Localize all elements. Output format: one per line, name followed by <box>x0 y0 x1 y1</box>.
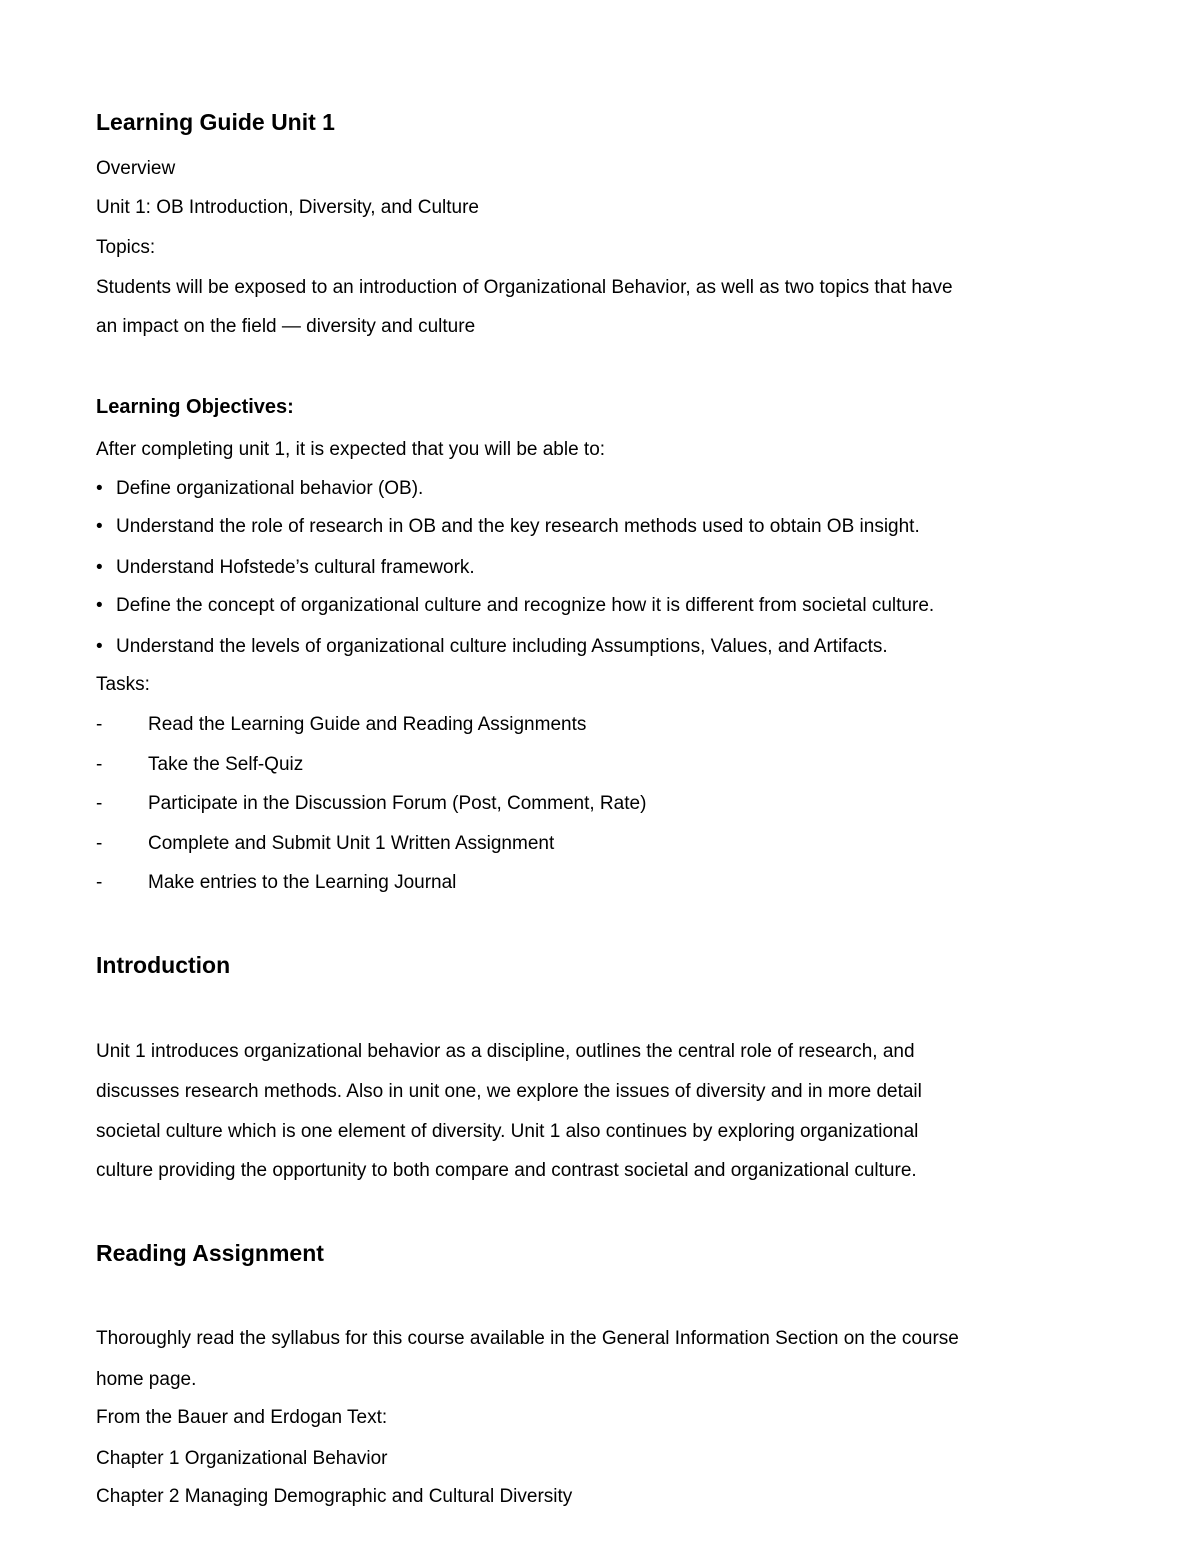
bullet-icon: • <box>96 636 103 657</box>
task-item: Take the Self-Quiz <box>148 754 304 775</box>
introduction-line: Unit 1 introduces organizational behavior as a discipline, outlines the central role of research, and <box>96 1041 915 1062</box>
introduction-heading: Introduction <box>96 952 231 978</box>
bullet-icon: • <box>96 478 103 499</box>
bullet-icon: • <box>96 557 103 578</box>
chapter-item: Chapter 2 Managing Demographic and Cultural Diversity <box>96 1486 573 1507</box>
objective-item: • Understand Hofstede’s cultural framework. <box>96 557 475 578</box>
task-item: Make entries to the Learning Journal <box>148 872 457 893</box>
topics-text-line-2: an impact on the field — diversity and culture <box>96 316 476 337</box>
dash-icon: - <box>96 754 103 775</box>
reading-line: Thoroughly read the syllabus for this course available in the General Information Section on the course <box>96 1328 959 1349</box>
document-title: Learning Guide Unit 1 <box>96 109 335 135</box>
objective-item: • Define organizational behavior (OB). <box>96 478 424 499</box>
dash-icon: - <box>96 872 103 893</box>
topics-label: Topics: <box>96 237 156 258</box>
introduction-line: discusses research methods. Also in unit one, we explore the issues of diversity and in more detail <box>96 1081 922 1102</box>
objective-item: • Understand the levels of organizational culture including Assumptions, Values, and Artifacts. <box>96 636 888 657</box>
bullet-icon: • <box>96 516 103 537</box>
objective-item: • Define the concept of organizational culture and recognize how it is different from societal culture. <box>96 595 935 616</box>
dash-icon: - <box>96 714 103 735</box>
dash-icon: - <box>96 793 103 814</box>
unit-line: Unit 1: OB Introduction, Diversity, and Culture <box>96 197 479 218</box>
dash-icon: - <box>96 833 103 854</box>
tasks-label: Tasks: <box>96 674 150 695</box>
task-item: Complete and Submit Unit 1 Written Assignment <box>148 833 555 854</box>
chapter-item: Chapter 1 Organizational Behavior <box>96 1448 388 1469</box>
task-item: Read the Learning Guide and Reading Assignments <box>148 714 587 735</box>
text-source-label: From the Bauer and Erdogan Text: <box>96 1407 388 1428</box>
overview-label: Overview <box>96 158 176 179</box>
reading-line: home page. <box>96 1369 197 1390</box>
objective-item: • Understand the role of research in OB and the key research methods used to obtain OB insight. <box>96 516 920 537</box>
objectives-heading: Learning Objectives: <box>96 396 294 418</box>
topics-text-line-1: Students will be exposed to an introduction of Organizational Behavior, as well as two topics that have <box>96 277 953 298</box>
objectives-intro: After completing unit 1, it is expected that you will be able to: <box>96 439 606 460</box>
bullet-icon: • <box>96 595 103 616</box>
reading-heading: Reading Assignment <box>96 1240 324 1266</box>
task-item: Participate in the Discussion Forum (Post, Comment, Rate) <box>148 793 647 814</box>
introduction-line: culture providing the opportunity to both compare and contrast societal and organizational culture. <box>96 1160 917 1181</box>
introduction-line: societal culture which is one element of diversity. Unit 1 also continues by exploring organizational <box>96 1121 919 1142</box>
